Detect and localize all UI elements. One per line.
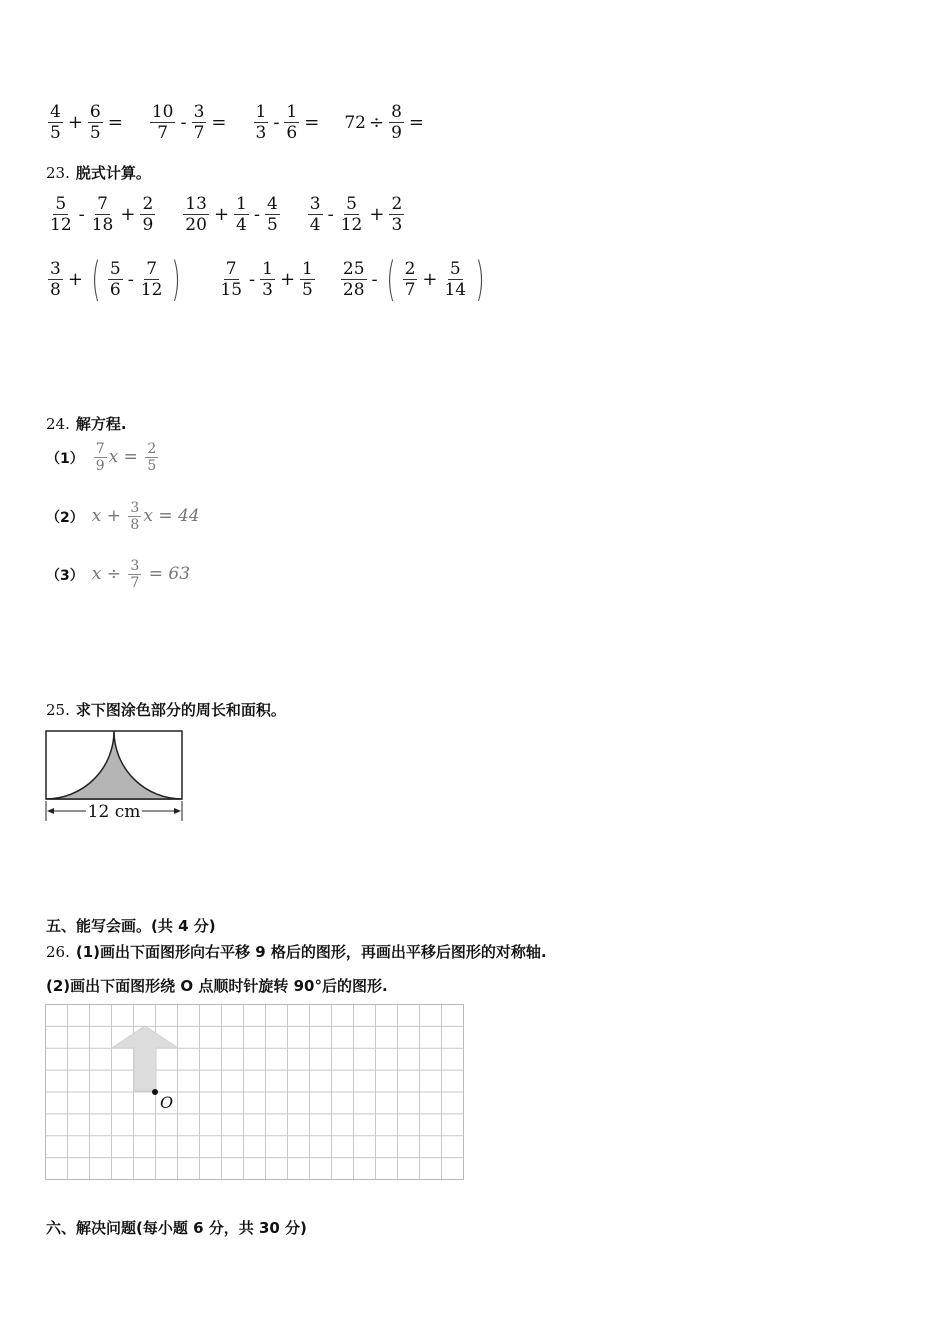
oral-calc-4	[344, 102, 427, 143]
question-text: 脱式计算。	[75, 164, 151, 182]
left-paren: (	[386, 252, 396, 306]
operator: ÷	[368, 112, 385, 133]
operator: -	[371, 268, 378, 290]
question-number: 24.	[46, 415, 70, 433]
right-paren: )	[171, 252, 181, 306]
numerator: 3	[130, 558, 140, 574]
denominator: 4	[309, 215, 321, 235]
numerator: 1	[302, 258, 313, 279]
denominator: 6	[286, 123, 298, 143]
equation-suffix: = 63	[148, 564, 191, 584]
denominator: 20	[185, 215, 207, 235]
numerator: 6	[89, 102, 101, 122]
numerator: 2	[147, 441, 157, 457]
denominator: 9	[142, 215, 154, 235]
operator: -	[78, 204, 85, 225]
operator: +	[120, 204, 136, 225]
oral-calc-1	[46, 102, 126, 143]
oral-calc-row	[46, 102, 449, 143]
equation-suffix: x = 44	[143, 506, 200, 526]
operator: -	[249, 268, 256, 290]
equation-prefix: x ÷	[91, 564, 121, 584]
question-24-title	[46, 413, 127, 434]
denominator: 5	[89, 123, 101, 143]
numerator: 10	[151, 102, 174, 122]
operator: -	[273, 112, 280, 133]
q23-line-1	[46, 194, 428, 235]
numerator: 3	[193, 102, 205, 122]
operator: -	[327, 204, 334, 225]
numerator: 3	[50, 258, 61, 279]
operator: -	[180, 112, 187, 133]
question-text: (1)画出下面图形向右平移 9 格后的图形，再画出平移后图形的对称轴.	[75, 943, 547, 961]
equation-label: （1）	[46, 450, 84, 467]
q23-line-2	[46, 252, 512, 306]
denominator: 12	[340, 215, 363, 235]
equation-2	[46, 500, 200, 533]
q23-expr-4	[46, 252, 186, 306]
equals-sign: =	[123, 447, 138, 467]
numerator: 1	[255, 102, 267, 122]
left-paren: (	[91, 252, 101, 306]
denominator: 15	[220, 279, 243, 300]
arrowhead-right-icon	[174, 808, 181, 814]
q23-expr-3	[306, 194, 406, 235]
numerator: 1	[262, 258, 273, 279]
numerator: 1	[286, 102, 298, 122]
numerator: 5	[55, 194, 67, 214]
numerator: 2	[391, 194, 403, 214]
denominator: 12	[140, 279, 163, 300]
denominator: 9	[95, 458, 105, 474]
numerator: 8	[391, 102, 402, 122]
question-number: 26.	[46, 943, 70, 961]
equation-label: （2）	[46, 509, 84, 526]
numerator: 4	[50, 102, 61, 122]
question-text: 求下图涂色部分的周长和面积。	[75, 701, 286, 719]
question-text: 解方程.	[75, 415, 127, 433]
equation-expression	[92, 558, 190, 591]
question-25-title	[46, 699, 286, 720]
point-o-label: O	[160, 1093, 174, 1112]
operator: +	[369, 204, 385, 225]
operator: -	[253, 204, 260, 225]
equation-expression	[92, 500, 200, 533]
equation-1	[46, 441, 160, 474]
shaded-figure	[44, 729, 186, 823]
operator: +	[279, 268, 296, 290]
numerator: 5	[449, 258, 461, 279]
point-o	[152, 1089, 158, 1095]
operator: +	[213, 204, 230, 225]
dimension-label: 12 cm	[87, 802, 141, 822]
numerator: 2	[404, 258, 416, 279]
grid-figure	[44, 1003, 466, 1183]
equation-label: （3）	[46, 567, 84, 584]
denominator: 3	[391, 215, 403, 235]
denominator: 7	[404, 279, 416, 300]
section-6-title: 六、解决问题(每小题 6 分，共 30 分)	[46, 1219, 307, 1237]
equals-sign: =	[211, 112, 227, 133]
q23-expr-2	[181, 194, 281, 235]
numerator: 7	[225, 258, 237, 279]
question-26-part-1	[46, 941, 547, 962]
denominator: 14	[444, 279, 467, 300]
numerator: 5	[346, 194, 357, 214]
section-5-title: 五、能写会画。(共 4 分)	[46, 917, 216, 935]
question-number: 25.	[46, 701, 70, 719]
question-number: 23.	[46, 164, 70, 182]
operator: +	[422, 268, 438, 290]
denominator: 7	[193, 123, 205, 143]
equals-sign: =	[107, 112, 123, 133]
denominator: 5	[50, 123, 61, 143]
arrow-shape	[112, 1026, 178, 1091]
q23-expr-1	[46, 194, 157, 235]
numerator: 7	[97, 194, 108, 214]
numerator: 3	[130, 500, 140, 516]
arrowhead-left-icon	[47, 808, 54, 814]
oral-calc-2	[148, 102, 230, 143]
denominator: 3	[262, 279, 273, 300]
question-23-title	[46, 162, 151, 183]
numerator: 1	[236, 194, 247, 214]
grid-lines	[46, 1005, 464, 1180]
denominator: 28	[342, 279, 365, 300]
q23-expr-6	[339, 252, 490, 306]
numerator: 7	[95, 441, 105, 457]
operator: +	[67, 268, 83, 290]
q23-expr-5	[216, 259, 316, 300]
denominator: 5	[266, 215, 278, 235]
numerator: 4	[266, 194, 278, 214]
numerator: 13	[185, 194, 207, 214]
equation-3	[46, 558, 190, 591]
denominator: 9	[391, 123, 402, 143]
denominator: 7	[130, 575, 140, 591]
denominator: 12	[50, 215, 72, 235]
denominator: 8	[50, 279, 61, 300]
equation-expression	[92, 441, 161, 474]
denominator: 5	[147, 458, 157, 474]
whole-number: 72	[344, 112, 366, 133]
operator: -	[127, 268, 134, 290]
numerator: 3	[309, 194, 321, 214]
equation-prefix: x +	[91, 506, 121, 526]
denominator: 5	[302, 279, 313, 300]
denominator: 6	[109, 279, 121, 300]
denominator: 7	[157, 123, 169, 143]
numerator: 2	[142, 194, 154, 214]
variable: x	[108, 447, 119, 467]
numerator: 5	[109, 258, 121, 279]
numerator: 25	[342, 258, 365, 279]
denominator: 8	[130, 517, 140, 533]
equals-sign: =	[304, 112, 320, 133]
oral-calc-3	[252, 102, 323, 143]
operator: +	[67, 112, 83, 133]
denominator: 3	[255, 123, 267, 143]
denominator: 4	[236, 215, 247, 235]
right-paren: )	[475, 252, 485, 306]
numerator: 7	[146, 258, 158, 279]
denominator: 18	[91, 215, 114, 235]
question-26-part-2: (2)画出下面图形绕 O 点顺时针旋转 90°后的图形.	[46, 977, 388, 995]
equals-sign: =	[408, 112, 424, 133]
